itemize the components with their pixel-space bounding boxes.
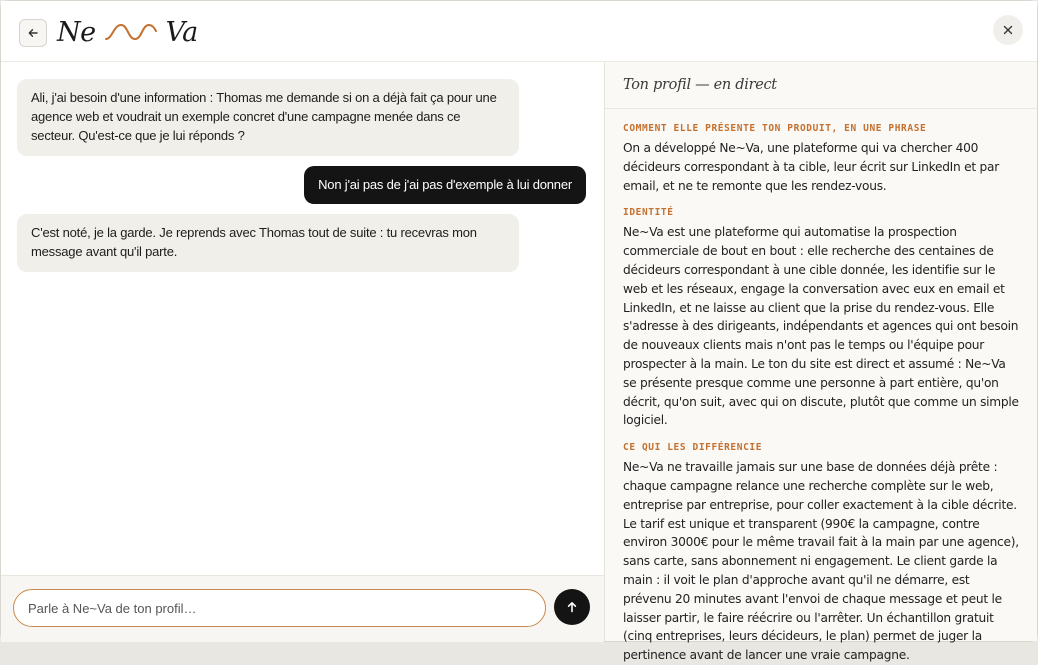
bot-message: C'est noté, je la garde. Je reprends avec Thomas tout de suite : tu recevras mon message avant qu'il parte.	[17, 214, 519, 272]
section-text: Ne~Va ne travaille jamais sur une base de données déjà prête : chaque campagne relance une recherche complète sur le web, entreprise par entreprise, pour coller exactement à la cible décrite. Le tarif est unique et transparent (990€ la campagne, contre environ 3000€ pour le même travail fait à la main par une agence), sans carte, sans abonnement ni engagement. Le client garde la main : il voit le plan d'approche avant qu'il ne démarre, est prévenu 20 minutes avant l'envoi de chaque message et peut le laisser partir, le faire réécrire ou l'arrêter. Un échantillon gratuit (cinq entreprises, leurs décideurs, le plan) permet de juger la pertinence avant de lancer une vraie campagne.	[623, 460, 1019, 663]
send-button[interactable]	[554, 589, 590, 625]
section-text: Ne~Va est une plateforme qui automatise la prospection commerciale de bout en bout : elle recherche des centaines de décideurs correspondant à une cible donnée, les identifie sur le web et les réseaux, engage la conversation avec eux en email et LinkedIn, et ne laisse au client que la prise du rendez-vous. Elle s'adresse à des dirigeants, indépendants et agences qui ont besoin de nouveaux clients mais n'ont pas le temps ou l'équipe pour prospecter à la main. Le ton du site est direct et assumé : Ne~Va se présente presque comme une personne à part entière, qu'on décrit, qu'on suit, avec qui on discute, plutôt que comme un simple logiciel.	[623, 225, 1019, 428]
chat-pane	[1, 62, 605, 641]
bot-message: Ali, j'ai besoin d'une information : Thomas me demande si on a déjà fait ça pour une agence web et voudrait un exemple concret d'une campagne menée dans ce secteur. Qu'est-ce que je lui réponds ?	[17, 79, 519, 156]
logo-text-right: Va	[165, 16, 198, 48]
back-button[interactable]	[19, 19, 47, 47]
section-text: On a développé Ne~Va, une plateforme qui va chercher 400 décideurs correspondant à ta cible, leur écrit sur LinkedIn et par email, et ne te remonte que les rendez-vous.	[623, 141, 999, 193]
logo	[57, 13, 198, 51]
section-title: IDENTITÉ	[623, 207, 674, 219]
logo-text-left: Ne	[57, 16, 96, 48]
composer	[1, 575, 604, 642]
wave-logo-icon	[104, 20, 158, 44]
section-title: COMMENT ELLE PRÉSENTE TON PRODUIT, EN UNE PHRASE	[623, 123, 927, 134]
arrow-left-icon	[27, 27, 39, 39]
close-button[interactable]	[993, 15, 1023, 45]
profile-body[interactable]	[605, 109, 1037, 665]
arrow-up-icon	[566, 601, 578, 613]
close-icon	[1003, 25, 1013, 35]
message-input[interactable]	[13, 589, 546, 627]
profile-pane	[605, 62, 1037, 663]
app-header	[1, 1, 1037, 62]
section-title: CE QUI LES DIFFÉRENCIE	[623, 442, 763, 454]
app-window	[1, 1, 1037, 663]
profile-title: Ton profil — en direct	[605, 62, 1037, 109]
user-message: Non j'ai pas de j'ai pas d'exemple à lui donner	[304, 166, 586, 204]
